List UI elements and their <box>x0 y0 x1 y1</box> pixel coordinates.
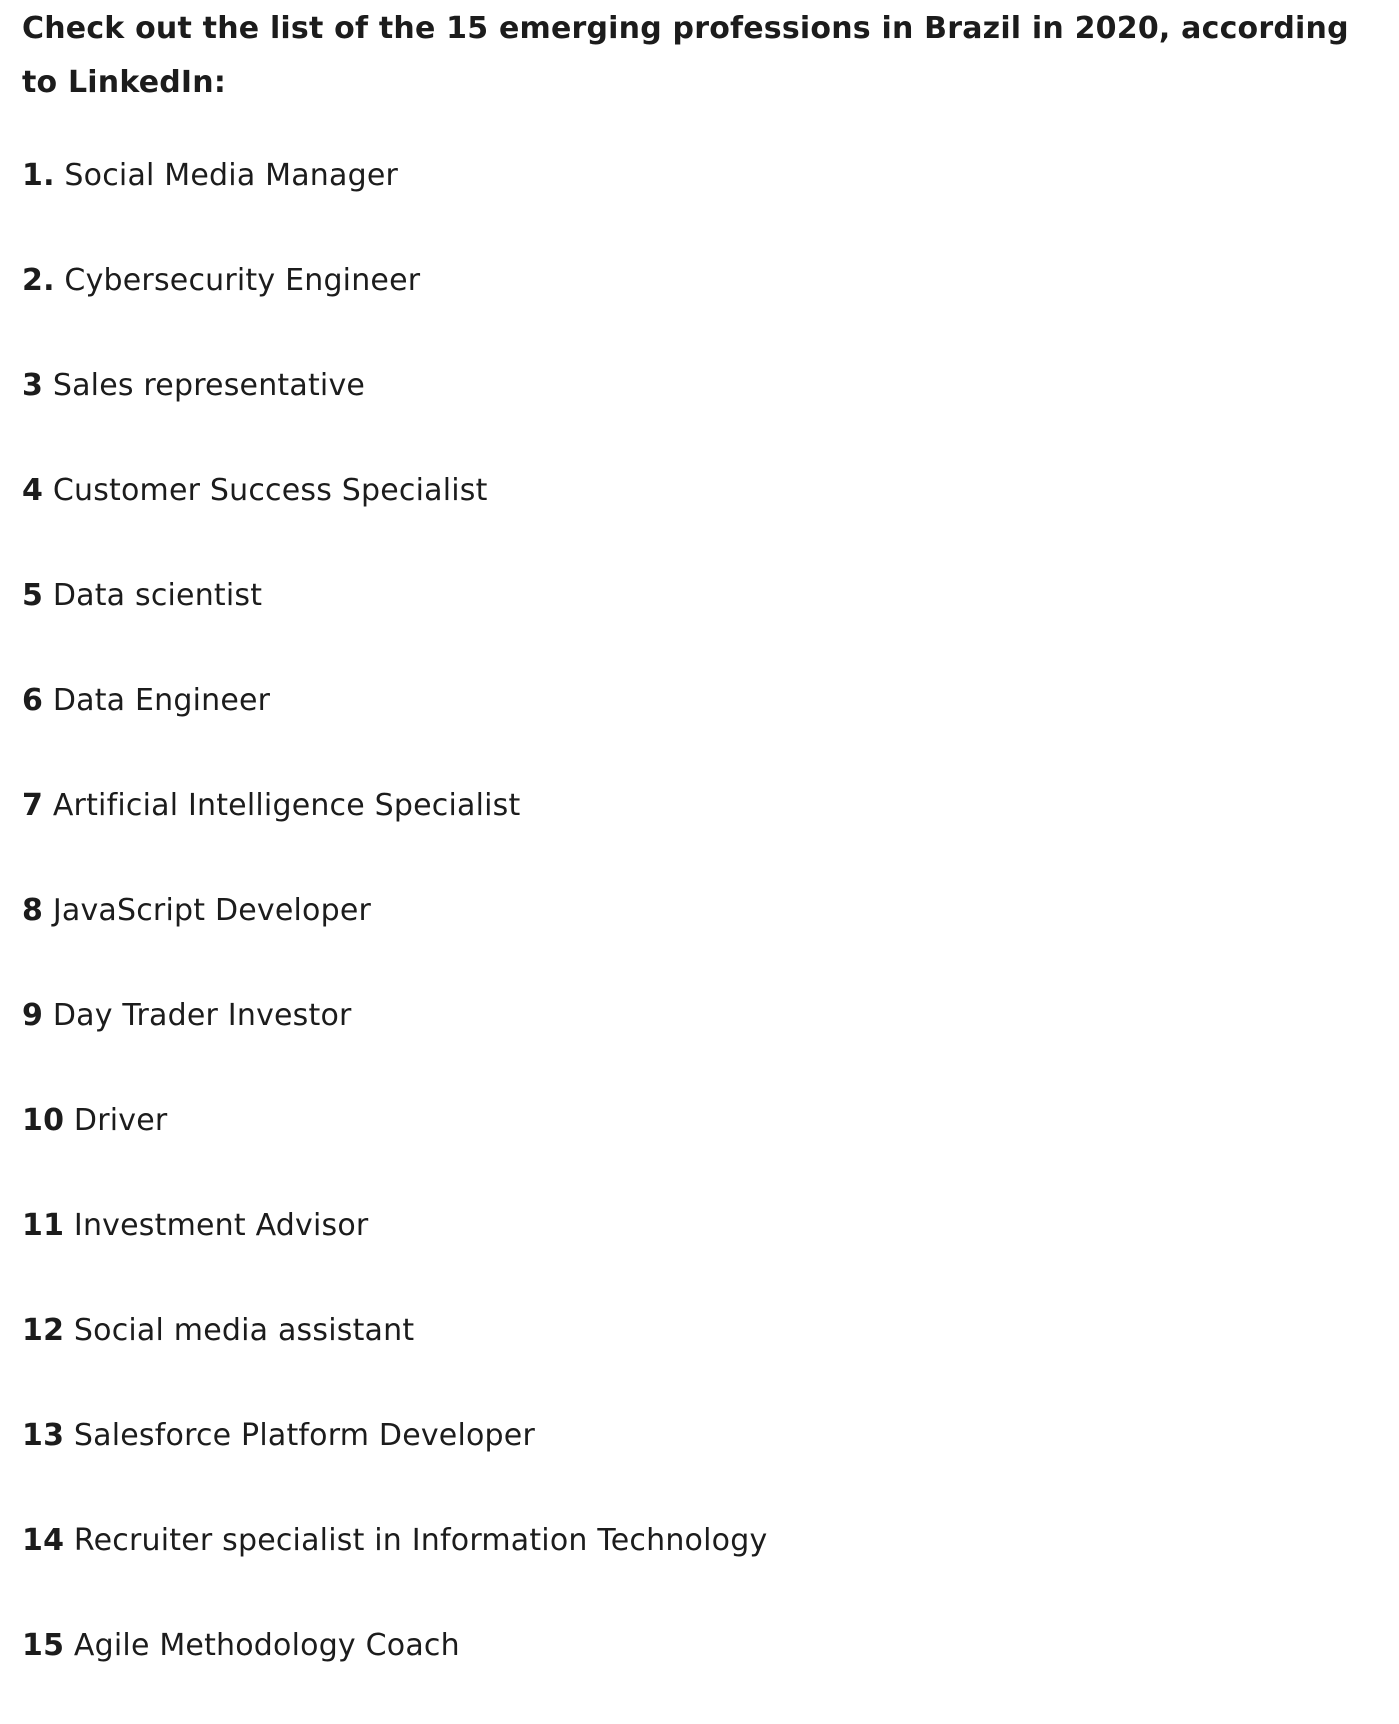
item-number: 1. <box>22 158 55 193</box>
intro-heading: Check out the list of the 15 emerging professions in Brazil in 2020, according to LinkedIn: <box>22 11 1349 100</box>
item-label: Investment Advisor <box>73 1208 369 1243</box>
item-label: Cybersecurity Engineer <box>64 263 421 298</box>
list-item <box>22 464 767 569</box>
item-label: Customer Success Specialist <box>52 473 488 508</box>
item-number: 11 <box>22 1208 65 1243</box>
item-number: 12 <box>22 1313 65 1348</box>
item-number: 10 <box>22 1103 65 1138</box>
item-label: Artificial Intelligence Specialist <box>52 788 521 823</box>
list-item <box>22 569 767 674</box>
item-label: Recruiter specialist in Information Technology <box>73 1523 768 1558</box>
item-number: 5 <box>22 578 44 613</box>
list-item <box>22 1199 767 1304</box>
list-item <box>22 674 767 779</box>
list-item <box>22 149 767 254</box>
item-label: JavaScript Developer <box>52 893 372 928</box>
item-number: 6 <box>22 683 44 718</box>
item-label: Social Media Manager <box>64 158 399 193</box>
item-number: 4 <box>22 473 44 508</box>
item-label: Day Trader Investor <box>52 998 352 1033</box>
item-label: Data Engineer <box>52 683 271 718</box>
item-label: Salesforce Platform Developer <box>73 1418 535 1453</box>
item-number: 2. <box>22 263 55 298</box>
item-number: 15 <box>22 1628 65 1663</box>
item-number: 13 <box>22 1418 65 1453</box>
list-item <box>22 1304 767 1409</box>
list-item <box>22 1619 767 1724</box>
item-label: Driver <box>73 1103 168 1138</box>
item-label: Data scientist <box>52 578 263 613</box>
list-item <box>22 359 767 464</box>
list-item <box>22 1409 767 1514</box>
item-label: Agile Methodology Coach <box>73 1628 460 1663</box>
item-number: 7 <box>22 788 44 823</box>
professions-list <box>22 149 767 1724</box>
item-label: Social media assistant <box>73 1313 415 1348</box>
list-item <box>22 884 767 989</box>
item-number: 9 <box>22 998 44 1033</box>
list-item <box>22 989 767 1094</box>
item-number: 8 <box>22 893 44 928</box>
item-number: 3 <box>22 368 44 403</box>
item-number: 14 <box>22 1523 65 1558</box>
item-label: Sales representative <box>52 368 366 403</box>
list-item <box>22 254 767 359</box>
list-item <box>22 1094 767 1199</box>
list-item <box>22 779 767 884</box>
list-item <box>22 1514 767 1619</box>
